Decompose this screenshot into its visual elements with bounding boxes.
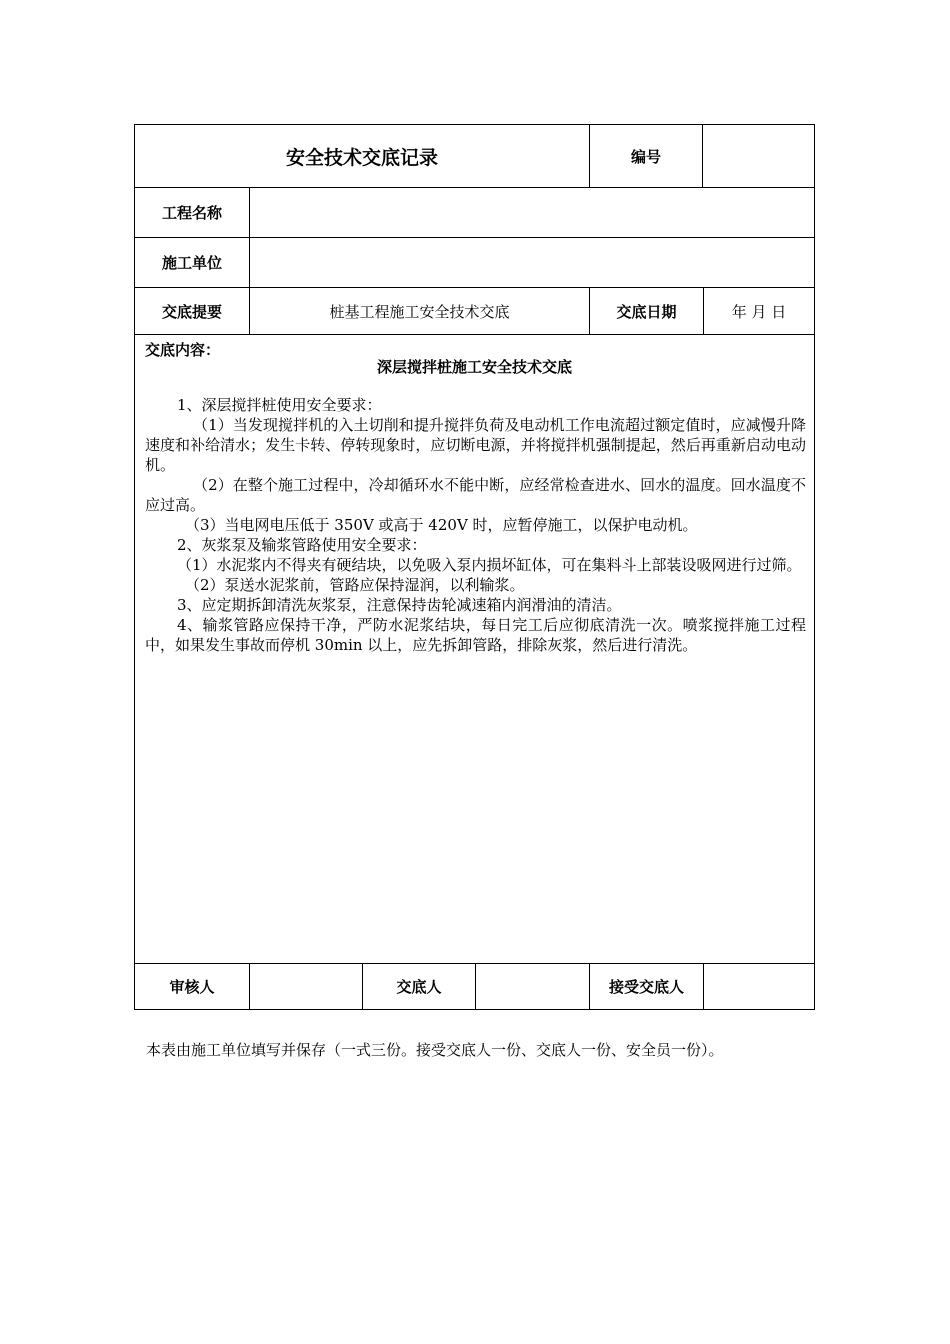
reviewer-label: 审核人	[169, 978, 215, 996]
unit-value[interactable]	[249, 238, 814, 287]
footnote: 本表由施工单位填写并保存（一式三份。接受交底人一份、交底人一份、安全员一份）。	[146, 1041, 724, 1059]
date-value[interactable]: 年 月 日	[703, 288, 814, 334]
presenter-value[interactable]	[475, 964, 589, 1009]
content-section	[135, 335, 814, 964]
content-paragraph: （3）当电网电压低于 350V 或高于 420V 时，应暂停施工，以保护电动机。	[185, 516, 698, 534]
reviewer-value[interactable]	[249, 964, 362, 1009]
summary-label: 交底提要	[161, 302, 222, 321]
signature-row	[135, 964, 814, 1009]
receiver-label: 接受交底人	[589, 964, 703, 1009]
project-name-label: 工程名称	[161, 204, 222, 222]
form-title: 安全技术交底记录	[285, 146, 438, 169]
safety-briefing-form	[134, 124, 815, 1010]
content-heading: 深层搅拌桩施工安全技术交底	[376, 358, 572, 376]
project-name-value[interactable]	[249, 188, 814, 237]
number-value[interactable]	[702, 125, 814, 187]
content-paragraph: （1）当发现搅拌机的入土切削和提升搅拌负荷及电动机工作电流超过额定值时，应减慢升降速度和补给清水；发生卡转、停转现象时，应切断电源，并将搅拌机强制提起，然后再重新启动电动机。	[145, 416, 806, 474]
content-paragraph: （1）水泥浆内不得夹有硬结块，以免吸入泵内损坏缸体，可在集料斗上部装设吸网进行过筛。	[177, 556, 802, 574]
content-paragraph: （2）在整个施工过程中，冷却循环水不能中断，应经常检查进水、回水的温度。回水温度不应过高。	[145, 476, 806, 514]
content-paragraph: 3、应定期拆卸清洗灰浆泵，注意保持齿轮减速箱内润滑油的清洁。	[177, 596, 622, 614]
title-row	[135, 125, 814, 188]
content-paragraph: （2）泵送水泥浆前，管路应保持湿润，以利输浆。	[185, 576, 525, 594]
summary-value[interactable]: 桩基工程施工安全技术交底	[249, 288, 589, 334]
unit-label: 施工单位	[161, 254, 222, 272]
content-paragraph: 4、输浆管路应保持干净，严防水泥浆结块，每日完工后应彻底清洗一次。喷浆搅拌施工过程中，如果发生事故而停机 30min 以上，应先拆卸管路，排除灰浆，然后进行清洗。	[145, 616, 806, 654]
content-body	[145, 395, 806, 655]
number-label: 编号	[589, 125, 702, 187]
date-label: 交底日期	[589, 288, 703, 334]
receiver-value[interactable]	[703, 964, 814, 1009]
presenter-label: 交底人	[362, 964, 475, 1009]
project-name-row	[135, 188, 814, 238]
content-paragraph: 1、深层搅拌桩使用安全要求：	[177, 396, 382, 414]
content-label: 交底内容：	[145, 341, 221, 359]
content-paragraph: 2、灰浆泵及输浆管路使用安全要求：	[177, 536, 427, 554]
unit-row	[135, 238, 814, 288]
summary-row	[135, 288, 814, 335]
